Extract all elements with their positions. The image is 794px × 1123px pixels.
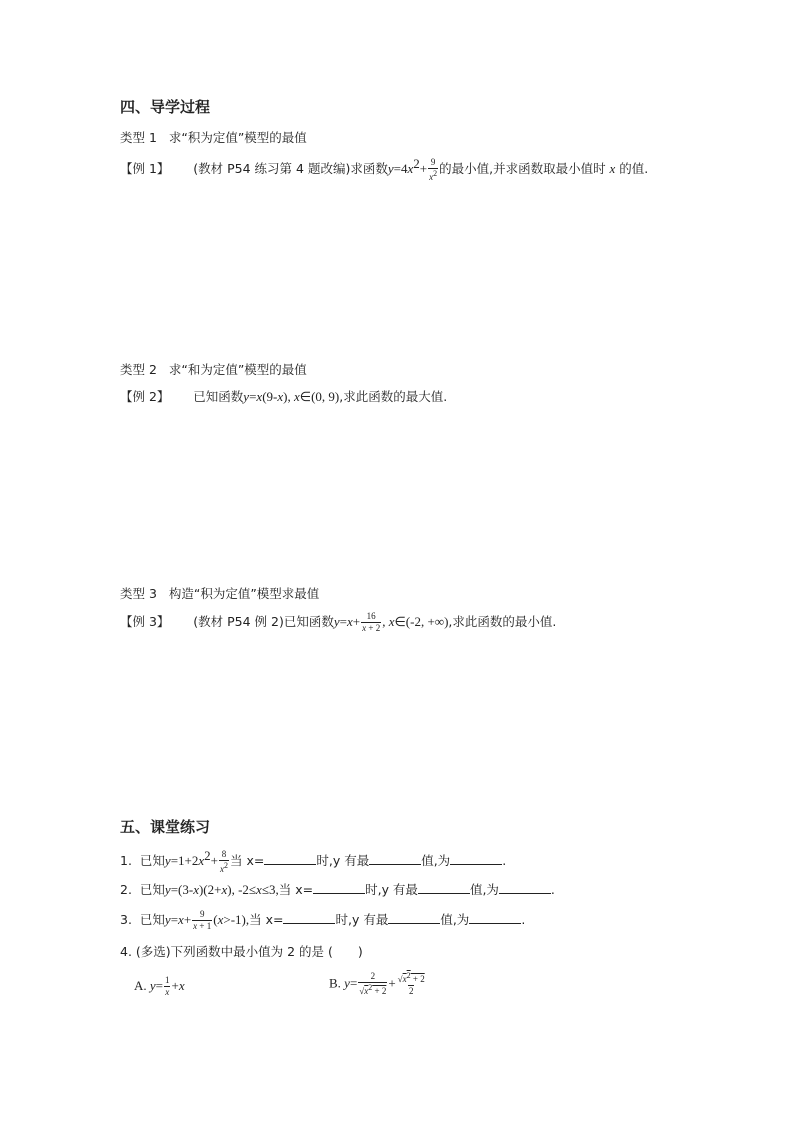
option-b[interactable]: B. y= $\frac{2}{√x^2 + 2}$ + $\frac{√x^2 + 2}{2}$ bbox=[329, 971, 425, 996]
example-3-source: (教材 P54 例 2) bbox=[193, 614, 284, 629]
option-a[interactable]: A. y= $\frac{1}{x}$ +x bbox=[134, 975, 185, 997]
example-2-text-a: 已知函数 bbox=[193, 389, 244, 404]
answer-blank[interactable] bbox=[499, 882, 551, 894]
practice-problem-3 bbox=[120, 910, 525, 931]
answer-blank[interactable] bbox=[369, 853, 421, 865]
problem-3-text-3: 值,为 bbox=[440, 912, 470, 927]
example-3-formula: y=x+ $\frac{16}{x + 2}$ , x∈(-2, +∞) bbox=[333, 611, 449, 633]
problem-3-end: . bbox=[521, 912, 526, 927]
problem-2-when: 当 x= bbox=[278, 882, 314, 897]
type-1-heading bbox=[120, 128, 307, 146]
type-1-title: 求“积为定值”模型的最值 bbox=[168, 130, 307, 145]
problem-3-number: 3. bbox=[120, 912, 132, 927]
problem-2-end: . bbox=[550, 882, 555, 897]
type-2-title: 求“和为定值”模型的最值 bbox=[168, 362, 307, 377]
example-3-tag: 【例 3】 bbox=[120, 614, 170, 629]
type-1-label: 类型 1 bbox=[120, 130, 157, 145]
practice-problem-2 bbox=[120, 880, 555, 898]
example-1-text-c: 的值. bbox=[615, 161, 649, 177]
problem-1-end: . bbox=[502, 853, 507, 869]
problem-1-text-3: 值,为 bbox=[421, 853, 451, 869]
problem-3-when: 当 x= bbox=[249, 912, 284, 927]
problem-2-formula: y=(3-x)(2+x), -2≤x≤3, bbox=[164, 882, 279, 897]
problem-1-number: 1. bbox=[120, 853, 132, 869]
problem-3-text-2: y 有最 bbox=[351, 912, 389, 927]
answer-blank[interactable] bbox=[469, 912, 521, 924]
example-2-tag: 【例 2】 bbox=[120, 389, 170, 404]
type-3-label: 类型 3 bbox=[120, 586, 157, 601]
example-2 bbox=[120, 387, 447, 405]
problem-1-when: 当 x= bbox=[229, 853, 265, 869]
problem-3-prefix: 已知 bbox=[139, 912, 165, 927]
example-1 bbox=[120, 156, 648, 182]
section-title-guided-learning: 四、导学过程 bbox=[120, 98, 211, 116]
practice-problem-4-stem: 4. (多选)下列函数中最小值为 2 的是 ( ) bbox=[120, 944, 363, 959]
problem-2-text-2: y 有最 bbox=[381, 882, 418, 897]
practice-problem-1 bbox=[120, 848, 506, 874]
example-3 bbox=[120, 612, 556, 633]
type-2-heading bbox=[120, 360, 307, 378]
example-1-source: (教材 P54 练习第 4 题改编) bbox=[193, 161, 351, 177]
section-title-class-practice: 五、课堂练习 bbox=[120, 818, 211, 836]
answer-blank[interactable] bbox=[388, 912, 440, 924]
example-2-text-b: ,求此函数的最大值. bbox=[339, 389, 448, 404]
example-1-var: x bbox=[609, 161, 616, 177]
example-1-formula: $y=4x^2+$ $\frac{9}{x^2}$ bbox=[387, 156, 438, 182]
problem-1-text-2: y 有最 bbox=[332, 853, 370, 869]
problem-2-text-3: 值,为 bbox=[469, 882, 499, 897]
problem-2-text-1: 时, bbox=[365, 882, 382, 897]
example-3-text-b: ,求此函数的最小值. bbox=[448, 614, 557, 629]
example-3-text-a: 已知函数 bbox=[283, 614, 334, 629]
answer-blank[interactable] bbox=[418, 882, 470, 894]
problem-2-prefix: 已知 bbox=[139, 882, 165, 897]
answer-blank[interactable] bbox=[264, 853, 316, 865]
type-2-label: 类型 2 bbox=[120, 362, 157, 377]
type-3-heading bbox=[120, 584, 319, 602]
problem-1-formula: $y=1+2x^2+$ $\frac{8}{x^2}$ bbox=[164, 848, 228, 874]
problem-3-text-1: 时, bbox=[335, 912, 352, 927]
example-1-text-a: 求函数 bbox=[350, 161, 388, 177]
problem-3-formula: y=x+ $\frac{9}{x + 1}$ (x>-1), bbox=[164, 909, 250, 931]
type-3-title: 构造“积为定值”模型求最值 bbox=[168, 586, 320, 601]
example-1-text-b: 的最小值,并求函数取最小值时 bbox=[439, 161, 610, 177]
example-1-tag: 【例 1】 bbox=[120, 161, 170, 177]
answer-blank[interactable] bbox=[313, 882, 365, 894]
problem-1-prefix: 已知 bbox=[139, 853, 165, 869]
answer-blank[interactable] bbox=[450, 853, 502, 865]
problem-2-number: 2. bbox=[120, 882, 132, 897]
problem-1-text-1: 时, bbox=[316, 853, 333, 869]
example-2-formula: y=x(9-x), x∈(0, 9) bbox=[243, 389, 340, 404]
answer-blank[interactable] bbox=[283, 912, 335, 924]
